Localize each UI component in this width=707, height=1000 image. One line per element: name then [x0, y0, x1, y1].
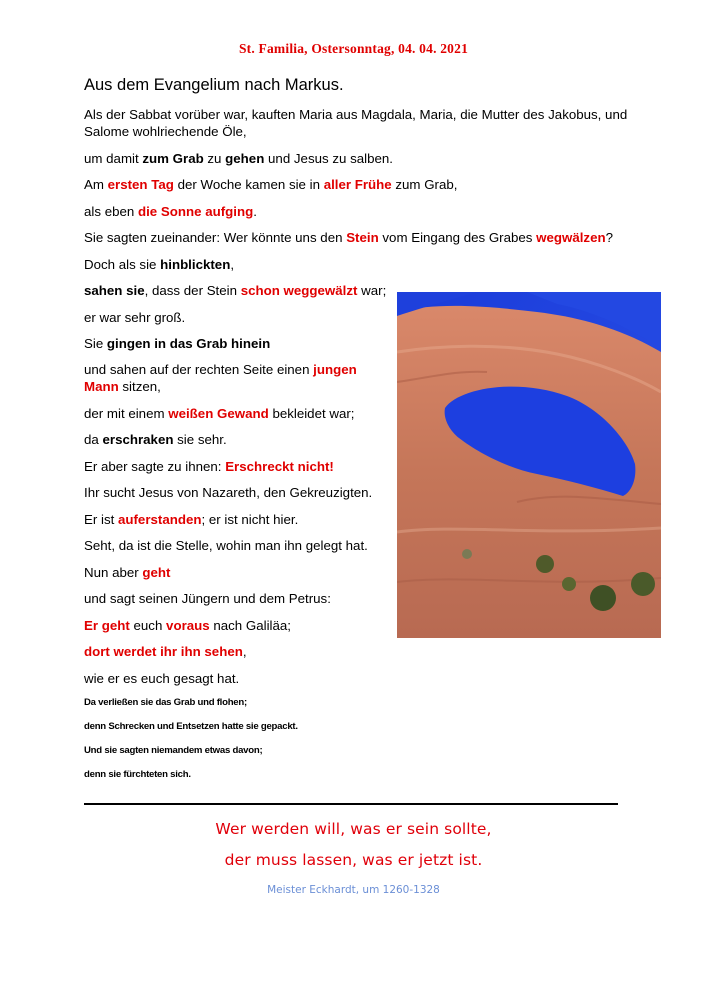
- text-line: Nun aber geht: [84, 565, 171, 580]
- quote-line: Wer werden will, was er sein sollte,: [215, 820, 492, 838]
- closing-line: Da verließen sie das Grab und flohen;: [84, 697, 247, 708]
- page-title: Aus dem Evangelium nach Markus.: [84, 76, 344, 94]
- text-line: Er geht euch voraus nach Galiläa;: [84, 618, 291, 633]
- closing-line: denn Schrecken und Entsetzen hatte sie gepackt.: [84, 721, 298, 732]
- closing-line: denn sie fürchteten sich.: [84, 769, 191, 780]
- text-line: und sagt seinen Jüngern und dem Petrus:: [84, 591, 331, 606]
- text-line: Er ist auferstanden; er ist nicht hier.: [84, 512, 299, 527]
- closing-line: Und sie sagten niemandem etwas davon;: [84, 745, 263, 756]
- text-line: da erschraken sie sehr.: [84, 432, 227, 447]
- text-line: der mit einem weißen Gewand bekleidet war;: [84, 406, 355, 421]
- quote-line: der muss lassen, was er jetzt ist.: [224, 851, 483, 869]
- text-line: Ihr sucht Jesus von Nazareth, den Gekreuzigten.: [84, 485, 373, 500]
- text-line: er war sehr groß.: [84, 310, 186, 325]
- text-line: Salome wohlriechende Öle,: [84, 124, 247, 139]
- text-line: Er aber sagte zu ihnen: Erschreckt nicht!: [84, 459, 334, 474]
- rock-arch-photo: [397, 292, 661, 638]
- text-line: sahen sie, dass der Stein schon weggewälzt war;: [84, 283, 387, 298]
- text-line: Seht, da ist die Stelle, wohin man ihn gelegt hat.: [84, 538, 368, 553]
- text-line: dort werdet ihr ihn sehen,: [84, 644, 247, 659]
- page-header: St. Familia, Ostersonntag, 04. 04. 2021: [238, 41, 469, 56]
- text-line: Als der Sabbat vorüber war, kauften Maria aus Magdala, Maria, die Mutter des Jakobus, und: [84, 107, 628, 122]
- text-line: Sie sagten zueinander: Wer könnte uns den Stein vom Eingang des Grabes wegwälzen?: [84, 230, 614, 245]
- text-line: Sie gingen in das Grab hinein: [84, 336, 271, 351]
- divider-line: [84, 803, 618, 805]
- text-line: Mann sitzen,: [84, 379, 161, 394]
- text-line: Am ersten Tag der Woche kamen sie in aller Frühe zum Grab,: [84, 177, 458, 192]
- quote-author: Meister Eckhardt, um 1260-1328: [267, 884, 440, 896]
- text-line: um damit zum Grab zu gehen und Jesus zu salben.: [84, 151, 393, 166]
- text-line: als eben die Sonne aufging.: [84, 204, 257, 219]
- text-line: Doch als sie hinblickten,: [84, 257, 235, 272]
- text-line: wie er es euch gesagt hat.: [84, 671, 240, 686]
- text-line: und sahen auf der rechten Seite einen jungen: [84, 362, 357, 377]
